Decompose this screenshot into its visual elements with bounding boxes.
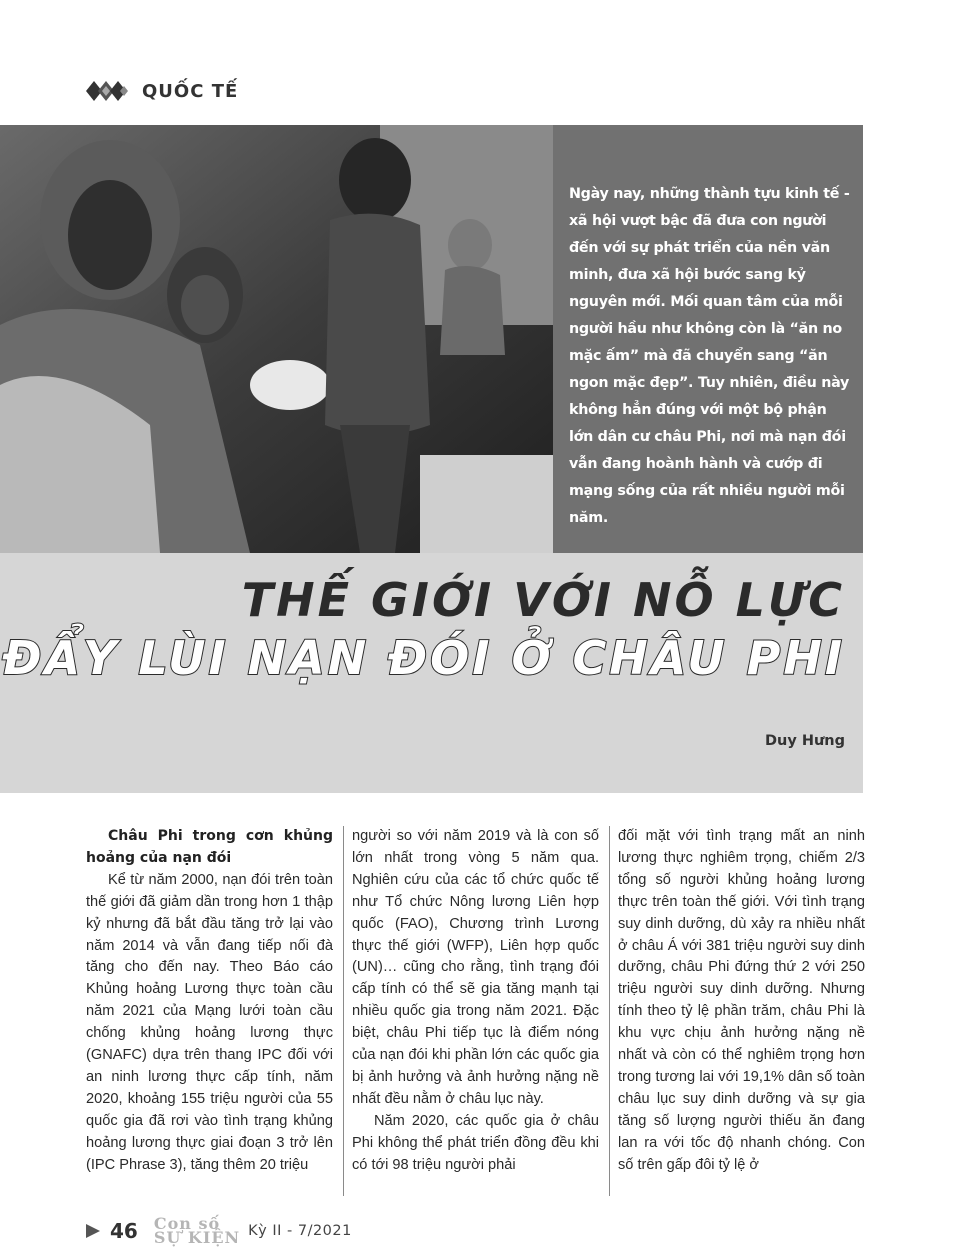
issue-label: Kỳ II - 7/2021 (248, 1223, 352, 1239)
article-column-3 (618, 826, 865, 1177)
article-column-2 (352, 826, 599, 1177)
article-title-line-1: THẾ GIỚI VỚI NỖ LỰC (241, 573, 845, 627)
column-divider (343, 826, 344, 1196)
hero-photo (0, 125, 553, 553)
section-label: QUỐC TẾ (142, 80, 239, 102)
article-subheading: Châu Phi trong cơn khủng hoảng của nạn đói (86, 828, 333, 866)
title-panel (0, 553, 863, 793)
magazine-logo-line-1: Con số (153, 1214, 221, 1233)
section-diamonds-icon (86, 78, 132, 104)
article-column-1 (86, 826, 333, 1177)
play-arrow-icon (86, 1224, 100, 1238)
article-paragraph: đối mặt với tình trạng mất an ninh lương thực nghiêm trọng, chiếm 2/3 tổng số người khủng hoảng lương thực trên toàn thế giới. Với tình trạng suy dinh dưỡng, dù xảy ra nhiều nhất ở châu Á với 381 triệu người suy dinh dưỡng, châu Phi đứng thứ 2 với 250 triệu người suy dinh dưỡng. Nhưng tính theo tỷ lệ phần trăm, châu Phi là khu vực chịu ảnh hưởng nặng nề nhất và còn có thể nghiêm trọng hơn trong tương lai với 19,1% dân số toàn châu lục suy dinh dưỡng và sự gia tăng số lượng người thiếu ăn đang lan ra với tốc độ nhanh chóng. Con số trên gấp đôi tỷ lệ ở (618, 828, 865, 1173)
intro-text: Ngày nay, những thành tựu kinh tế - xã hội vượt bậc đã đưa con người đến với sự phát triển của nền văn minh, đưa xã hội bước sang kỷ nguyên mới. Mối quan tâm của mỗi người hầu như không còn là “ăn no mặc ấm” mà đã chuyển sang “ăn ngon mặc đẹp”. Tuy nhiên, điều này không hẳn đúng với một bộ phận lớn dân cư châu Phi, nơi mà nạn đói vẫn đang hoành hành và cướp đi mạng sống của rất nhiều người mỗi năm. (569, 186, 850, 526)
article-paragraph: người so với năm 2019 và là con số lớn nhất trong vòng 5 năm qua. Nghiên cứu của các tổ chức quốc tế như Tổ chức Nông lương Liên hợp quốc (FAO), Chương trình Lương thực thế giới (WFP), Liên hợp quốc (UN)… cũng cho rằng, tình trạng đói cấp tính có thể sẽ gia tăng mạnh tại nhiều quốc gia trong năm 2021. Đặc biệt, châu Phi tiếp tục là điểm nóng của nạn đói khi phần lớn các quốc gia bị ảnh hưởng và ảnh hưởng nặng nề nhất đều nằm ở châu lục này. (352, 828, 599, 1107)
intro-box (553, 125, 863, 553)
hero-photo-illustration (0, 125, 553, 553)
article-paragraph: Kể từ năm 2000, nạn đói trên toàn thế giới đã giảm dần trong hơn 1 thập kỷ nhưng đã bắt đầu tăng trở lại vào năm 2014 và vẫn đang tiếp nối đà tăng cho đến nay. Theo Báo cáo Khủng hoảng Lương thực toàn cầu năm 2021 của Mạng lưới toàn cầu chống khủng hoảng lương thực (GNAFC) dựa trên thang IPC đối với an ninh lương thực cấp tính, năm 2020, khoảng 155 triệu người của 55 quốc gia đã rơi vào tình trạng khủng hoảng lương thực giai đoạn 3 trở lên (IPC Phrase 3), tăng thêm 20 triệu (86, 871, 333, 1173)
section-header (86, 76, 238, 106)
page-footer (86, 1216, 352, 1246)
author-byline: Duy Hưng (764, 733, 845, 749)
article-title (3, 571, 845, 687)
article-title-line-2: ĐẨY LÙI NẠN ĐÓI Ở CHÂU PHI (2, 631, 845, 685)
article-paragraph: Năm 2020, các quốc gia ở châu Phi không thể phát triển đồng đều khi có tới 98 triệu người phải (352, 1112, 599, 1173)
magazine-logo (153, 1214, 241, 1247)
magazine-logo-line-2: SỰ KIỆN (153, 1228, 241, 1247)
column-divider (609, 826, 610, 1196)
page-number: 46 (110, 1219, 138, 1243)
